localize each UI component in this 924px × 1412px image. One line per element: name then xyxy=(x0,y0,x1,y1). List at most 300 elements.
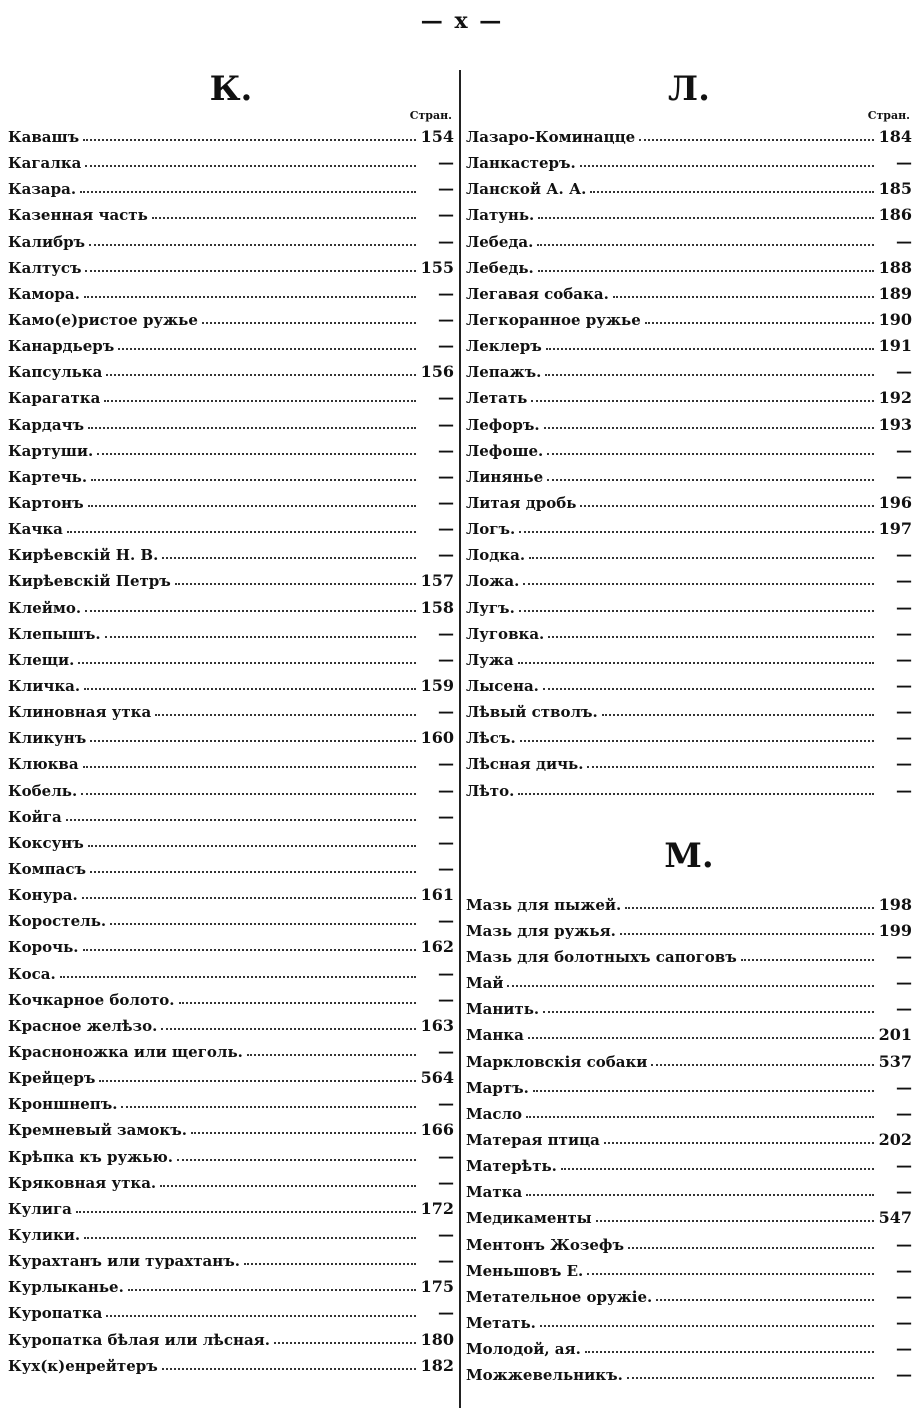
index-list-k xyxy=(8,124,454,1379)
dot-leader xyxy=(97,453,416,455)
dot-leader xyxy=(80,191,416,193)
index-entry xyxy=(8,1326,454,1352)
entry-term: Клеймо. xyxy=(8,598,82,617)
index-entry xyxy=(466,124,912,150)
entry-page: 186 xyxy=(878,205,912,225)
entry-term: Куропатка xyxy=(8,1304,103,1323)
dot-leader xyxy=(66,819,416,821)
index-entry xyxy=(8,621,454,647)
index-entry xyxy=(8,464,454,490)
entry-page: — xyxy=(896,728,912,748)
entry-page: 154 xyxy=(420,127,454,147)
dot-leader xyxy=(602,714,874,716)
entry-page: — xyxy=(438,179,454,199)
entry-page: — xyxy=(438,440,454,460)
index-entry xyxy=(8,1091,454,1117)
index-entry xyxy=(8,751,454,777)
page-number: — x — xyxy=(420,8,504,34)
entry-term: Картечь. xyxy=(8,467,88,486)
entry-page: — xyxy=(896,754,912,774)
entry-page: — xyxy=(438,859,454,878)
index-entry xyxy=(8,699,454,725)
index-entry xyxy=(8,568,454,594)
entry-page: — xyxy=(438,493,454,513)
entry-page: — xyxy=(438,545,454,565)
entry-page: — xyxy=(896,702,912,722)
dot-leader xyxy=(121,1106,416,1108)
index-entry xyxy=(466,1258,912,1284)
dot-leader xyxy=(543,1011,874,1013)
dot-leader xyxy=(88,845,416,847)
entry-term: Масло xyxy=(466,1104,523,1123)
index-entry xyxy=(466,1179,912,1205)
dot-leader xyxy=(639,139,874,141)
dot-leader xyxy=(518,662,874,664)
entry-page: — xyxy=(438,1041,454,1061)
entry-page: 184 xyxy=(878,127,912,147)
index-entry xyxy=(466,542,912,568)
index-entry xyxy=(466,1075,912,1101)
entry-page: 201 xyxy=(878,1025,912,1045)
entry-term: Кобель. xyxy=(8,781,78,800)
dot-leader xyxy=(596,1220,874,1222)
entry-page: — xyxy=(438,649,454,669)
dot-leader xyxy=(645,322,874,324)
entry-term: Матерая птица xyxy=(466,1130,600,1149)
index-entry xyxy=(8,778,454,804)
entry-page: — xyxy=(896,1312,912,1332)
dot-leader xyxy=(85,165,416,167)
entry-page: — xyxy=(896,1077,912,1097)
index-entry xyxy=(8,150,454,176)
entry-page: — xyxy=(438,911,454,931)
entry-term: Канардьеръ xyxy=(8,337,115,356)
entry-term: Логъ. xyxy=(466,520,516,539)
dot-leader xyxy=(85,270,416,272)
entry-term: Молодой, ая. xyxy=(466,1340,581,1359)
index-entry xyxy=(466,778,912,804)
dot-leader xyxy=(519,610,874,612)
entry-page: — xyxy=(896,1339,912,1359)
index-entry xyxy=(8,438,454,464)
entry-page: 182 xyxy=(420,1355,454,1375)
index-entry xyxy=(8,1013,454,1039)
entry-page: — xyxy=(438,205,454,225)
entry-term: Коростель. xyxy=(8,912,107,931)
index-entry xyxy=(466,307,912,333)
dot-leader xyxy=(84,688,416,690)
entry-term: Лефоръ. xyxy=(466,415,540,434)
index-entry xyxy=(8,987,454,1013)
entry-term: Кардачъ xyxy=(8,415,85,434)
entry-term: Качка xyxy=(8,520,63,539)
entry-page: — xyxy=(896,440,912,460)
dot-leader xyxy=(78,662,416,664)
index-entry xyxy=(466,944,912,970)
entry-term: Ложа. xyxy=(466,572,520,591)
entry-page: 163 xyxy=(420,1015,454,1035)
dot-leader xyxy=(531,400,874,402)
index-entry xyxy=(8,804,454,830)
right-column xyxy=(466,70,912,1388)
entry-term: Лепажъ. xyxy=(466,363,542,382)
letter-heading-l: Л. xyxy=(668,69,710,109)
dot-leader xyxy=(155,714,416,716)
index-entry xyxy=(8,1222,454,1248)
entry-page: — xyxy=(438,989,454,1009)
entry-term: Манить. xyxy=(466,1000,540,1019)
left-column xyxy=(8,70,454,1379)
index-entry xyxy=(8,281,454,307)
dot-leader xyxy=(543,688,874,690)
entry-page: 161 xyxy=(420,885,454,905)
dot-leader xyxy=(85,610,416,612)
index-entry xyxy=(8,255,454,281)
entry-page: 547 xyxy=(878,1208,912,1228)
entry-term: Лысена. xyxy=(466,677,539,696)
index-entry xyxy=(466,150,912,176)
dot-leader xyxy=(90,740,416,742)
entry-term: Кирѣевскій Петръ xyxy=(8,572,171,591)
index-entry xyxy=(466,673,912,699)
index-entry xyxy=(8,412,454,438)
dot-leader xyxy=(548,636,874,638)
dot-leader xyxy=(533,1090,874,1092)
index-entry xyxy=(466,970,912,996)
dot-leader xyxy=(247,1054,416,1056)
dot-leader xyxy=(538,217,874,219)
dot-leader xyxy=(60,976,416,978)
index-entry xyxy=(8,1274,454,1300)
index-entry xyxy=(8,908,454,934)
entry-page: 159 xyxy=(420,676,454,696)
entry-page: — xyxy=(896,1182,912,1202)
index-entry xyxy=(466,490,912,516)
entry-page: 564 xyxy=(420,1068,454,1088)
dot-leader xyxy=(741,959,874,961)
dot-leader xyxy=(561,1168,874,1170)
entry-term: Лефоше. xyxy=(466,441,544,460)
dot-leader xyxy=(162,1368,416,1370)
dot-leader xyxy=(110,923,416,925)
index-entry xyxy=(466,1362,912,1388)
entry-page: — xyxy=(896,973,912,993)
entry-term: Казара. xyxy=(8,180,77,199)
entry-term: Лазаро-Коминацце xyxy=(466,128,636,147)
entry-term: Кагалка xyxy=(8,154,82,173)
entry-page: 197 xyxy=(878,519,912,539)
entry-page: — xyxy=(896,947,912,966)
dot-leader xyxy=(651,1064,874,1066)
index-entry xyxy=(8,1248,454,1274)
dot-leader xyxy=(99,1080,416,1082)
entry-term: Лужа xyxy=(466,650,514,669)
pages-header: Стран. xyxy=(409,109,452,122)
entry-term: Курахтанъ или турахтанъ. xyxy=(8,1252,240,1271)
dot-leader xyxy=(128,1289,416,1291)
index-entry xyxy=(466,699,912,725)
entry-page: — xyxy=(438,754,454,774)
dot-leader xyxy=(538,270,874,272)
dot-leader xyxy=(88,505,416,507)
entry-term: Калтусъ xyxy=(8,258,82,277)
index-entry xyxy=(466,918,912,944)
entry-page: — xyxy=(438,336,454,356)
entry-page: — xyxy=(438,466,454,486)
index-entry xyxy=(8,961,454,987)
dot-leader xyxy=(191,1132,416,1134)
entry-page: — xyxy=(438,780,454,800)
dot-leader xyxy=(537,244,874,246)
entry-term: Манка xyxy=(466,1026,524,1045)
entry-term: Лѣсная дичь. xyxy=(466,755,584,774)
dot-leader xyxy=(529,557,874,559)
index-entry xyxy=(466,1022,912,1048)
entry-page: — xyxy=(896,362,912,382)
entry-term: Можжевельникъ. xyxy=(466,1366,623,1385)
dot-leader xyxy=(620,933,874,935)
entry-term: Куропатка бѣлая или лѣсная. xyxy=(8,1330,270,1349)
entry-page: — xyxy=(896,676,912,696)
dot-leader xyxy=(106,1315,416,1317)
index-entry xyxy=(8,595,454,621)
index-entry xyxy=(466,255,912,281)
entry-page: — xyxy=(896,545,912,565)
index-entry xyxy=(466,996,912,1022)
dot-leader xyxy=(523,583,874,585)
entry-page: — xyxy=(438,1172,454,1192)
entry-term: Красноножка или щеголь. xyxy=(8,1042,243,1061)
entry-page: — xyxy=(896,153,912,173)
index-entry xyxy=(466,621,912,647)
index-entry xyxy=(8,229,454,255)
entry-term: Мартъ. xyxy=(466,1078,529,1097)
entry-page: 180 xyxy=(420,1329,454,1349)
index-entry xyxy=(466,176,912,202)
entry-page: 537 xyxy=(878,1051,912,1071)
index-entry xyxy=(8,725,454,751)
entry-term: Линянье xyxy=(466,467,544,486)
entry-term: Маркловскія собаки xyxy=(466,1052,648,1071)
entry-page: 188 xyxy=(878,257,912,277)
entry-term: Метательное оружіе. xyxy=(466,1287,653,1306)
dot-leader xyxy=(175,583,416,585)
entry-term: Кавашъ xyxy=(8,128,80,147)
index-entry xyxy=(466,1284,912,1310)
index-entry xyxy=(466,385,912,411)
entry-term: Капсулька xyxy=(8,363,103,382)
entry-term: Лѣвый стволъ. xyxy=(466,703,598,722)
entry-page: 155 xyxy=(420,257,454,277)
dot-leader xyxy=(76,1211,416,1213)
dot-leader xyxy=(519,531,874,533)
entry-term: Кличка. xyxy=(8,677,81,696)
index-entry xyxy=(466,595,912,621)
entry-page: 172 xyxy=(420,1198,454,1218)
dot-leader xyxy=(105,636,416,638)
entry-term: Красное желѣзо. xyxy=(8,1016,158,1035)
index-entry xyxy=(466,464,912,490)
dot-leader xyxy=(91,479,416,481)
entry-page: — xyxy=(896,1103,912,1123)
entry-page: — xyxy=(896,597,912,617)
dot-leader xyxy=(627,1377,874,1379)
dot-leader xyxy=(587,766,874,768)
entry-page: 199 xyxy=(878,920,912,940)
dot-leader xyxy=(544,427,874,429)
dot-leader xyxy=(88,427,416,429)
entry-page: — xyxy=(896,1286,912,1306)
index-entry xyxy=(8,1170,454,1196)
dot-leader xyxy=(547,479,874,481)
index-entry xyxy=(466,1127,912,1153)
dot-leader xyxy=(177,1159,416,1161)
dot-leader xyxy=(528,1037,874,1039)
index-entry xyxy=(8,1300,454,1326)
entry-term: Лебеда. xyxy=(466,232,534,251)
entry-term: Матерѣть. xyxy=(466,1157,557,1176)
entry-page: — xyxy=(896,649,912,669)
entry-term: Карагатка xyxy=(8,389,101,408)
entry-page: — xyxy=(438,702,454,722)
entry-page: 190 xyxy=(878,310,912,330)
dot-leader xyxy=(160,1185,416,1187)
index-entry xyxy=(466,1336,912,1362)
dot-leader xyxy=(244,1263,416,1265)
entry-page: 160 xyxy=(420,728,454,748)
index-entry xyxy=(8,1065,454,1091)
entry-page: 189 xyxy=(878,283,912,303)
dot-leader xyxy=(507,985,874,987)
entry-term: Крейцеръ xyxy=(8,1069,96,1088)
entry-page: — xyxy=(438,1224,454,1244)
dot-leader xyxy=(84,296,416,298)
index-entry xyxy=(466,892,912,918)
entry-term: Литая дробь xyxy=(466,494,577,513)
index-entry xyxy=(466,751,912,777)
dot-leader xyxy=(83,766,416,768)
entry-term: Матка xyxy=(466,1183,523,1202)
dot-leader xyxy=(628,1247,874,1249)
letter-heading-k: К. xyxy=(209,69,253,109)
entry-term: Картонъ xyxy=(8,494,84,513)
entry-term: Коксунъ xyxy=(8,833,84,852)
column-divider xyxy=(459,70,461,1408)
index-entry xyxy=(8,882,454,908)
entry-term: Кряковная утка. xyxy=(8,1173,157,1192)
entry-term: Камора. xyxy=(8,284,80,303)
entry-page: 192 xyxy=(878,388,912,408)
entry-page: — xyxy=(438,1094,454,1114)
index-entry xyxy=(8,202,454,228)
entry-page: — xyxy=(438,806,454,826)
entry-page: — xyxy=(438,153,454,173)
entry-page: — xyxy=(438,1251,454,1271)
entry-page: 158 xyxy=(420,597,454,617)
index-entry xyxy=(466,1101,912,1127)
index-list-l xyxy=(466,124,912,804)
entry-term: Кремневый замокъ. xyxy=(8,1121,187,1140)
entry-term: Кулига xyxy=(8,1199,72,1218)
dot-leader xyxy=(585,1351,874,1353)
dot-leader xyxy=(161,1028,416,1030)
entry-term: Конура. xyxy=(8,886,78,905)
dot-leader xyxy=(67,531,416,533)
index-entry xyxy=(8,307,454,333)
index-entry xyxy=(8,385,454,411)
entry-term: Курлыканье. xyxy=(8,1278,124,1297)
entry-term: Камо(е)ристое ружье xyxy=(8,311,198,330)
entry-term: Ланской А. А. xyxy=(466,180,587,199)
entry-page: 196 xyxy=(878,493,912,513)
index-entry xyxy=(466,412,912,438)
entry-term: Клещи. xyxy=(8,650,75,669)
dot-leader xyxy=(580,505,874,507)
entry-term: Коса. xyxy=(8,964,56,983)
entry-term: Лѣсъ. xyxy=(466,729,516,748)
entry-page: 166 xyxy=(420,1120,454,1140)
index-entry xyxy=(8,856,454,882)
dot-leader xyxy=(526,1116,874,1118)
dot-leader xyxy=(604,1142,874,1144)
index-entry xyxy=(8,673,454,699)
dot-leader xyxy=(83,949,416,951)
dot-leader xyxy=(118,348,416,350)
entry-page: — xyxy=(438,414,454,434)
index-entry xyxy=(8,830,454,856)
entry-term: Койга xyxy=(8,807,62,826)
entry-page: 175 xyxy=(420,1277,454,1297)
entry-page: — xyxy=(896,466,912,486)
dot-leader xyxy=(90,871,416,873)
dot-leader xyxy=(162,557,416,559)
entry-page: — xyxy=(438,832,454,852)
entry-term: Лѣто. xyxy=(466,781,515,800)
index-entry xyxy=(466,1153,912,1179)
entry-page: — xyxy=(438,963,454,983)
index-entry xyxy=(466,1310,912,1336)
entry-page: — xyxy=(438,519,454,539)
dot-leader xyxy=(104,400,416,402)
entry-page: 193 xyxy=(878,414,912,434)
dot-leader xyxy=(274,1342,416,1344)
index-entry xyxy=(8,647,454,673)
entry-term: Калибръ xyxy=(8,232,86,251)
index-entry xyxy=(466,438,912,464)
index-entry xyxy=(466,568,912,594)
entry-page: — xyxy=(896,1156,912,1176)
index-entry xyxy=(8,359,454,385)
entry-term: Меньшовъ Е. xyxy=(466,1261,584,1280)
entry-page: — xyxy=(896,623,912,643)
index-entry xyxy=(466,359,912,385)
entry-term: Латунь. xyxy=(466,206,535,225)
entry-term: Крѣпка къ ружью. xyxy=(8,1147,174,1166)
entry-term: Компасъ xyxy=(8,860,87,878)
dot-leader xyxy=(590,191,874,193)
entry-term: Ментонъ Жозефъ xyxy=(466,1235,624,1254)
entry-term: Медикаменты xyxy=(466,1209,592,1228)
pages-header: Стран. xyxy=(867,109,910,122)
entry-term: Ланкастеръ. xyxy=(466,154,576,173)
entry-term: Картуши. xyxy=(8,441,94,460)
dot-leader xyxy=(518,793,874,795)
entry-page: — xyxy=(896,571,912,591)
entry-term: Луговка. xyxy=(466,624,545,643)
entry-term: Лодка. xyxy=(466,546,526,565)
index-list-m xyxy=(466,892,912,1389)
entry-term: Лугъ. xyxy=(466,598,515,617)
